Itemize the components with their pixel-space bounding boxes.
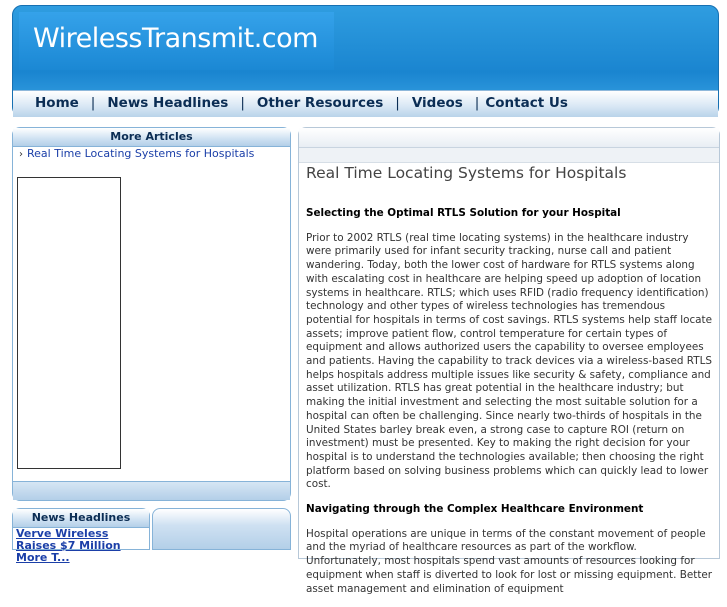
nav-separator: | xyxy=(395,95,400,111)
secondary-panel xyxy=(152,508,291,550)
chevron-right-icon: › xyxy=(19,149,23,160)
nav-separator: | xyxy=(474,95,480,111)
article-paragraph-1: Prior to 2002 RTLS (real time locating systems) in the healthcare industry were primarily used for infant security tracking, nurse call and patient wandering. Today, both the lower cost of hardware for RTLS systems along with escalating cost in healthcare are helping speed up adoption of location systems in healthcare. RTLS; which uses RFID (radio frequency identification) technology and other types of wireless technologies has tremendous potential for hospitals in terms of cost savings. RTLS systems help staff locate assets; improve patient flow, control temperature for certain types of equipment and allows authorized users the capability to oversee employees and patients. Having the capability to track devices via a wireless-based RTLS helps hospitals address multiple issues like security & safety, compliance and asset utilization. RTLS has great potential in the healthcare industry; but making the initial investment and selecting the most suitable solution for a hospital can often be challenging. Since nearly two-thirds of hospitals in the United States barley break even, a strong case to capture ROI (return on investment) must be presented. Key to making the right decision for your hospital is to understand the technologies available; then choosing the right platform based on solving business problems which can quickly lead to lower cost. xyxy=(306,231,713,491)
site-logo[interactable]: WirelessTransmit.com xyxy=(33,23,318,54)
nav-videos[interactable]: Videos xyxy=(411,95,463,111)
article-title: Real Time Locating Systems for Hospitals xyxy=(306,164,627,182)
article-heading-2: Navigating through the Complex Healthcare Environment xyxy=(306,503,644,516)
article-body xyxy=(306,207,714,607)
nav-links xyxy=(35,95,568,111)
ad-frame xyxy=(17,177,121,469)
nav-home[interactable]: Home xyxy=(35,95,79,111)
nav-separator: | xyxy=(90,95,96,111)
news-link[interactable]: Verve Wireless Raises $7 Million More T... xyxy=(16,527,121,564)
article-heading-1: Selecting the Optimal RTLS Solution for your Hospital xyxy=(306,207,621,219)
article-panel xyxy=(298,127,720,595)
news-headlines-panel xyxy=(12,508,150,564)
article-paragraph-2: Hospital operations are unique in terms of the constant movement of people and the myriad of healthcare resources as part of the workflow. Unfortunately, most hospitals spend vast amounts of resources looking for equipment when staff is diverted to look for lost or missing equipment. Better asset management and elimination of equipment xyxy=(306,527,713,595)
logo-banner[interactable] xyxy=(19,12,334,70)
article-panel-header xyxy=(299,128,719,148)
nav-other-resources[interactable]: Other Resources xyxy=(256,95,384,111)
nav-contact-us[interactable]: Contact Us xyxy=(485,95,568,111)
panel-footer xyxy=(13,481,290,500)
nav-separator: | xyxy=(240,95,245,111)
article-link[interactable] xyxy=(19,147,254,160)
article-link-label[interactable]: Real Time Locating Systems for Hospitals xyxy=(27,147,255,160)
nav-news-headlines[interactable]: News Headlines xyxy=(107,95,229,111)
article-panel-strip xyxy=(299,148,719,163)
news-headlines-title: News Headlines xyxy=(13,509,149,528)
nav-bar xyxy=(13,90,718,117)
site-header xyxy=(12,5,719,117)
more-articles-title: More Articles xyxy=(13,128,290,147)
more-articles-panel xyxy=(12,127,291,501)
